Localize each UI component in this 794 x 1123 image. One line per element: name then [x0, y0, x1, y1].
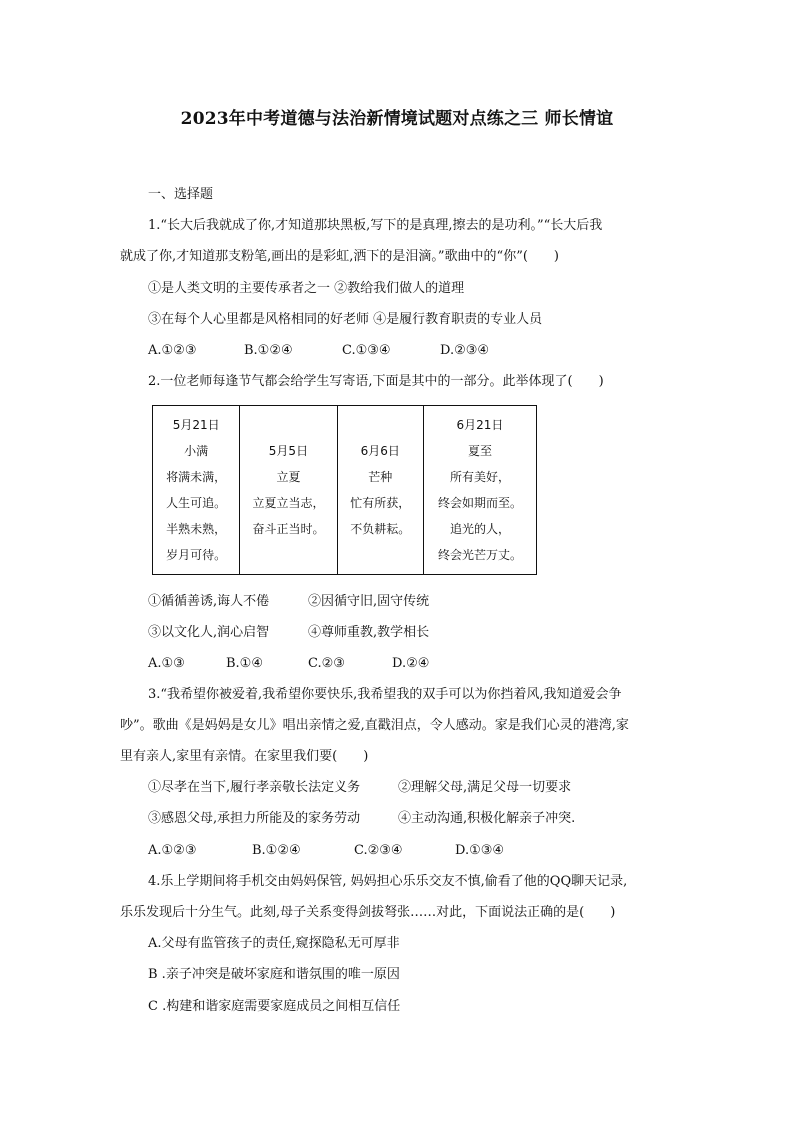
q3-statement-3: ③感恩父母,承担力所能及的家务劳动 [148, 811, 361, 826]
q4-option-b: B .亲子冲突是破坏家庭和谐氛围的唯一原因 [148, 967, 400, 982]
table-cell-lixia: 5月5日 立夏 立夏立当志， 奋斗正当时。 [240, 406, 337, 575]
q4-option-a: A.父母有监管孩子的责任,窥探隐私无可厚非 [148, 936, 400, 951]
q2-option-a: A.①③ [148, 656, 185, 671]
q1-statement-2: ③在每个人心里都是风格相同的好老师 ④是履行教育职责的专业人员 [148, 312, 543, 327]
table-cell-xiazhi: 6月21日 夏至 所有美好， 终会如期而至。 追光的人， 终会光芒万丈。 [423, 406, 536, 575]
table-cell-mangzhong: 6月6日 芒种 忙有所获， 不负耕耘。 [337, 406, 423, 575]
q2-statement-2: ②因循守旧,固守传统 [308, 594, 430, 609]
q3-statement-2: ②理解父母,满足父母一切要求 [398, 780, 572, 795]
q1-option-d: D.②③④ [440, 343, 490, 358]
solar-term-table [152, 405, 537, 575]
q3-stem-line1: 3.“我希望你被爱着,我希望你要快乐,我希望我的双手可以为你挡着风,我知道爱会争 [148, 687, 622, 702]
q3-stem-line2: 吵”。歌曲《是妈妈是女儿》唱出亲情之爱,直戳泪点，令人感动。家是我们心灵的港湾,家 [120, 718, 629, 733]
section-heading: 一、选择题 [148, 187, 214, 202]
page-title: 2023年中考道德与法治新情境试题对点练之三 师长情谊 [180, 109, 614, 129]
q4-stem-line1: 4.乐上学期间将手机交由妈妈保管, 妈妈担心乐乐交友不慎,偷看了他的QQ聊天记录, [148, 874, 628, 889]
q2-statement-4: ④尊师重教,教学相长 [308, 625, 430, 640]
q4-option-c: C .构建和谐家庭需要家庭成员之间相互信任 [148, 999, 401, 1014]
q3-option-a: A.①②③ [148, 843, 197, 858]
q1-option-c: C.①③④ [342, 343, 391, 358]
q3-option-d: D.①③④ [455, 843, 505, 858]
table-cell-xiaoman: 5月21日 小满 将满未满， 人生可追。 半熟未熟， 岁月可待。 [153, 406, 240, 575]
q1-stem-line1: 1.“长大后我就成了你,才知道那块黑板,写下的是真理,擦去的是功利。”“长大后我 [148, 218, 603, 233]
q3-statement-4: ④主动沟通,积极化解亲子冲突. [398, 811, 576, 826]
q2-statement-1: ①循循善诱,诲人不倦 [148, 594, 270, 609]
q3-option-c: C.②③④ [354, 843, 403, 858]
q2-option-c: C.②③ [308, 656, 345, 671]
q2-option-d: D.②④ [392, 656, 430, 671]
q2-statement-3: ③以文化人,润心启智 [148, 625, 270, 640]
q2-stem-line1: 2.一位老师每逢节气都会给学生写寄语,下面是其中的一部分。此举体现了( ) [148, 374, 604, 389]
q4-stem-line2: 乐乐发现后十分生气。此刻,母子关系变得剑拔弩张……对此，下面说法正确的是( ) [120, 905, 616, 920]
q3-statement-1: ①尽孝在当下,履行孝亲敬长法定义务 [148, 780, 361, 795]
q3-option-b: B.①②④ [252, 843, 301, 858]
q1-option-a: A.①②③ [148, 343, 197, 358]
q1-option-b: B.①②④ [244, 343, 293, 358]
q1-stem-line2: 就成了你,才知道那支粉笔,画出的是彩虹,洒下的是泪滴。”歌曲中的“你”( ) [120, 249, 559, 264]
q1-statement-1: ①是人类文明的主要传承者之一 ②教给我们做人的道理 [148, 281, 465, 296]
q3-stem-line3: 里有亲人,家里有亲情。在家里我们要( ) [120, 749, 369, 764]
q2-option-b: B.①④ [226, 656, 263, 671]
